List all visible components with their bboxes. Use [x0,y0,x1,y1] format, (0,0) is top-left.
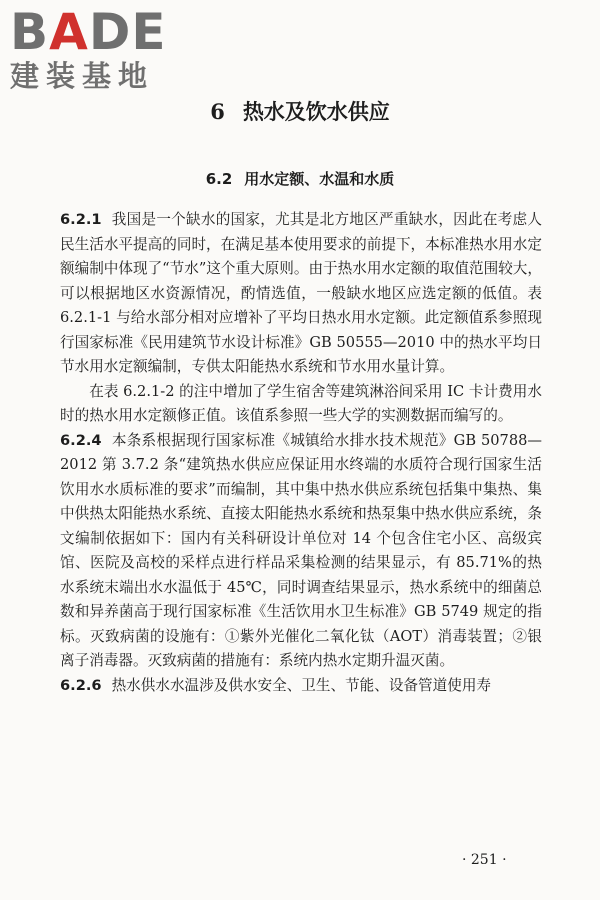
logo-accent-letter: A [49,3,89,61]
brand-logo [10,3,180,93]
clause-number: 6.2.1 [60,211,102,228]
chapter-title: 热水及饮水供应 [242,99,390,124]
section-title: 用水定额、水温和水质 [244,170,395,188]
section-heading [0,168,600,189]
clause-paragraph [60,674,542,699]
chapter-heading [0,96,600,126]
clause-text: 本条系根据现行国家标准《城镇给水排水技术规范》GB 50788—2012 第 3.7.2 条“建筑热水供应应保证用水终端的水质符合现行国家生活饮用水水质标准的要求”而编制，其中集中热水供应系统包括集中集热、集中供热太阳能热水系统、直接太阳能热水系统和热泵集中热水供应系统，条文编制依据如下：国内有关科研设计单位对 14 个包含住宅小区、高级宾馆、医院及高校的采样点进行样品采集检测的结果显示，有 85.71%的热水系统末端出水水温低于 45℃，同时调查结果显示，热水系统中的细菌总数和异养菌高于现行国家标准《生活饮用水卫生标准》GB 5749 规定的指标。灭致病菌的设施有：①紫外光催化二氧化钛（AOT）消毒装置；②银离子消毒器。灭致病菌的措施有：系统内热水定期升温灭菌。 [60,431,542,669]
clause-text: 我国是一个缺水的国家，尤其是北方地区严重缺水，因此在考虑人民生活水平提高的同时，在满足基本使用要求的前提下，本标准热水用水定额编制中体现了“节水”这个重大原则。由于热水用水定额的取值范围较大，可以根据地区水资源情况，酌情选值，一般缺水地区应选定额的低值。表 6.2.1-1 与给水部分相对应增补了平均日热水用水定额。此定额值系参照现行国家标准《民用建筑节水设计标准》GB 50555—2010 中的热水平均日节水用水定额编制，专供太阳能热水系统和节水用水量计算。 [60,211,542,375]
clause-text: 在表 6.2.1-2 的注中增加了学生宿舍等建筑淋浴间采用 IC 卡计费用水时的热水用水定额修正值。该值系参照一些大学的实测数据而编写的。 [60,382,542,424]
page-number: · 251 · [462,852,507,868]
clause-text: 热水供水水温涉及供水安全、卫生、节能、设备管道使用寿 [111,676,492,694]
chapter-number: 6 [210,99,225,124]
clause-paragraph [60,429,542,674]
logo-letters-2: DE [88,3,167,61]
logo-letters-1: B [10,3,50,61]
clause-number: 6.2.4 [60,431,102,449]
section-number: 6.2 [205,170,233,188]
logo-subtitle: 建装基地 [10,59,155,93]
clause-paragraph [60,208,542,380]
logo-wordmark [10,3,180,61]
body-text [60,208,542,698]
clause-paragraph [60,380,542,429]
clause-number: 6.2.6 [60,676,102,694]
